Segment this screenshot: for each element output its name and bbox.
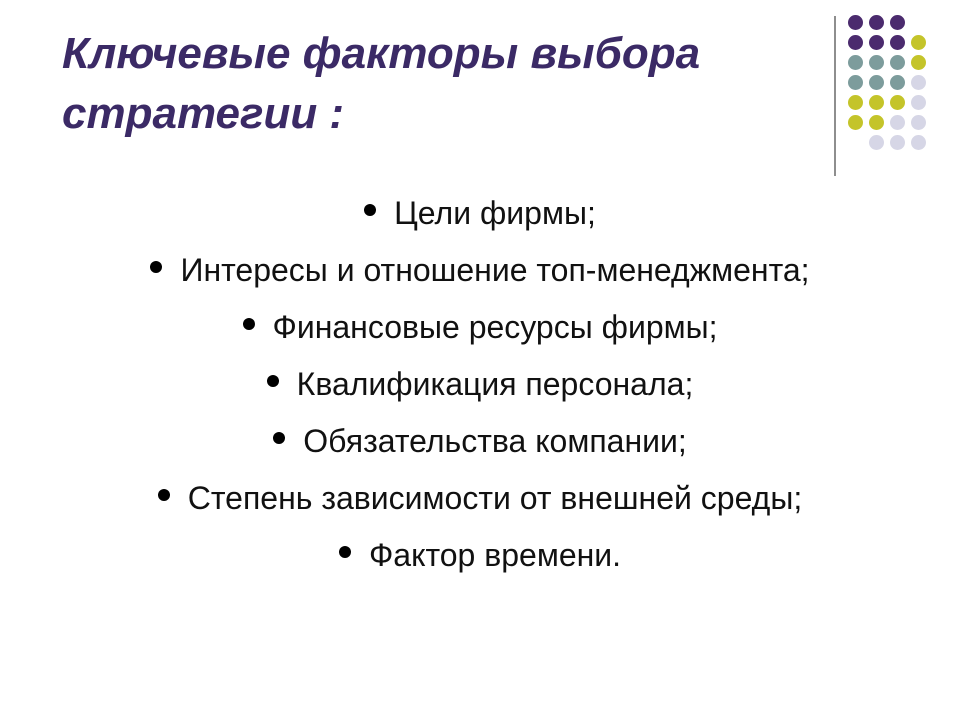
bullet-item	[0, 356, 960, 413]
bullet-text: Интересы и отношение топ-менеджмента;	[180, 252, 810, 288]
bullet-dot-icon	[273, 432, 285, 444]
bullet-item	[0, 299, 960, 356]
bullet-item	[0, 470, 960, 527]
decorative-dot-icon	[869, 35, 884, 50]
decorative-dot-icon	[911, 35, 926, 50]
slide-title-line-2: стратегии :	[62, 89, 345, 138]
decorative-dot-icon	[911, 75, 926, 90]
decorative-dot-icon	[911, 55, 926, 70]
bullet-item	[0, 413, 960, 470]
bullet-text: Степень зависимости от внешней среды;	[187, 480, 803, 516]
decorative-dot-icon	[848, 95, 863, 110]
decorative-dot-icon	[890, 75, 905, 90]
decorative-dot-icon	[869, 55, 884, 70]
bullet-item	[0, 185, 960, 242]
bullet-dot-icon	[339, 546, 351, 558]
decorative-dot-icon	[890, 55, 905, 70]
decorative-dot-icon	[869, 115, 884, 130]
decorative-dot-icon	[911, 135, 926, 150]
decorative-dot-icon	[848, 75, 863, 90]
decorative-dot-icon	[890, 135, 905, 150]
bullet-dot-icon	[267, 375, 279, 387]
decorative-dot-icon	[890, 15, 905, 30]
decorative-dot-icon	[869, 135, 884, 150]
decorative-dot-icon	[848, 115, 863, 130]
bullet-dot-icon	[243, 318, 255, 330]
decorative-dot-icon	[911, 115, 926, 130]
decorative-dot-icon	[890, 95, 905, 110]
bullet-item	[0, 242, 960, 299]
bullet-list	[0, 185, 960, 584]
bullet-text: Финансовые ресурсы фирмы;	[272, 309, 718, 345]
bullet-text: Фактор времени.	[368, 537, 622, 573]
bullet-item	[0, 527, 960, 584]
decorative-dot-icon	[890, 35, 905, 50]
bullet-text: Квалификация персонала;	[296, 366, 694, 402]
slide-title-line-1: Ключевые факторы выбора	[62, 29, 701, 78]
decorative-dot-icon	[869, 95, 884, 110]
decorative-dot-icon	[890, 115, 905, 130]
decorative-dot-icon	[848, 15, 863, 30]
bullet-dot-icon	[150, 261, 162, 273]
bullet-text: Обязательства компании;	[303, 423, 687, 459]
slide-title	[62, 24, 822, 144]
decorative-dot-icon	[848, 35, 863, 50]
bullet-dot-icon	[158, 489, 170, 501]
decorative-dot-icon	[869, 15, 884, 30]
decorative-dot-icon	[848, 55, 863, 70]
decorative-dot-icon	[911, 95, 926, 110]
decorative-divider	[834, 16, 836, 176]
bullet-dot-icon	[364, 204, 376, 216]
decorative-dot-icon	[869, 75, 884, 90]
bullet-text: Цели фирмы;	[394, 195, 596, 231]
